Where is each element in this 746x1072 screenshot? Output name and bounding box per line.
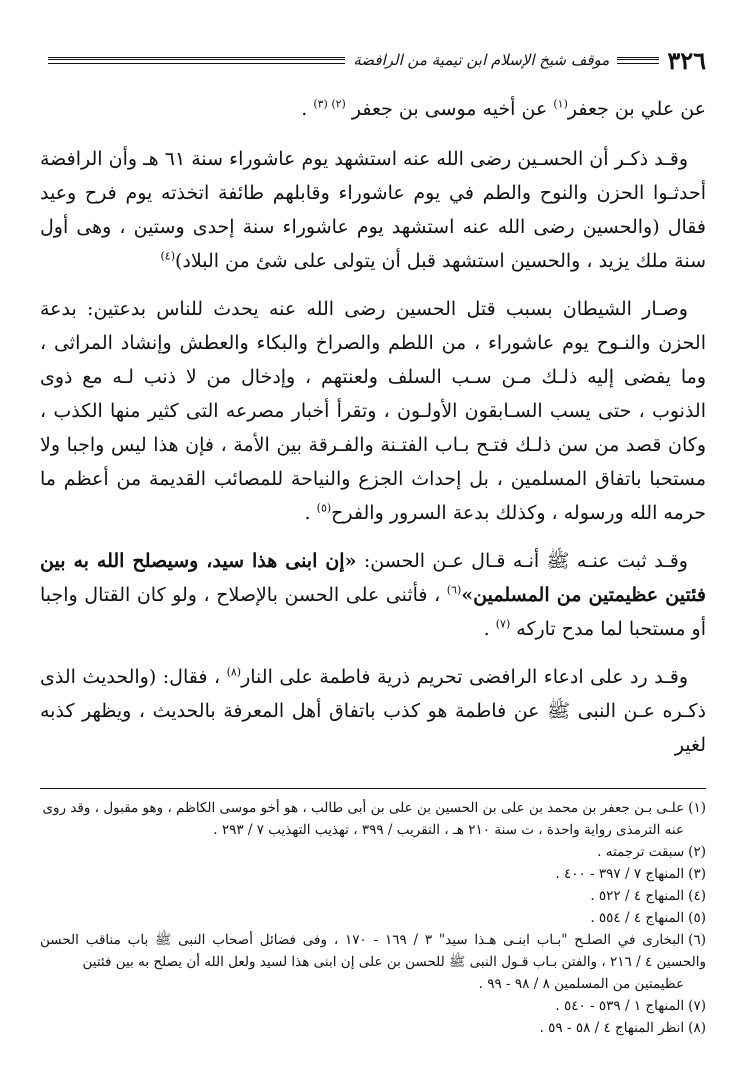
footnote: (٥)المنهاج ٤ / ٥٥٤ . bbox=[590, 910, 706, 926]
footnote-ref-7: (٧) bbox=[495, 617, 511, 631]
footnote: (٤)المنهاج ٤ / ٥٢٢ . bbox=[590, 888, 706, 904]
paragraph-3: وصـار الشيطان بسبب قتل الحسين رضى الله عنه يحدث للناس بدعتين: بدعة الحزن والنـوح يوم عاشوراء ، من اللطم والصراخ والبكاء والعطش وإنشاد المراثى ، وما يفضى إليه ذلـك مـن سـب السلف ولعنتهم ، وإدخال من لا ذنب لـه مع ذوى الذنوب ، حتى يسب السـابقون الأولـون ، وتقرأ أخبار مصرعه التى كثير منها الكذب ، وكان قصد من سن ذلـك فتـح بـاب الفتـنة والفـرقة بين الأمة ، فإن هذا ليس واجبا ولا مستحبا باتفاق المسلمين ، بل إحداث الجزع والنياحة للمصائب القديمة من أعظم ما حرمه الله ورسوله ، وكذلك بدعة السرور والفرح$^{(٥)}$ . bbox=[40, 298, 706, 524]
footnote-ref-8: (٨) bbox=[226, 665, 242, 679]
paragraph-1: عن علي بن جعفر$^{(١)}$ عن أخيه موسى بن جعفر $^{(٢) (٣)}$ . bbox=[301, 97, 706, 120]
footnote-divider bbox=[40, 788, 706, 789]
footnote: (٧)المنهاج ١ / ٥٣٩ - ٥٤٠ . bbox=[555, 998, 706, 1014]
running-header bbox=[40, 38, 706, 82]
page-number: ٣٢٦ bbox=[667, 45, 706, 75]
footnote: (٦)البخارى في الصلـح "بـاب ابنـى هـذا سيد" ٣ / ١٦٩ - ١٧٠ ، وفى فضائل أصحاب النبى ﷺ باب مناقب الحسن والحسين ٤ / ٢١٦ ، والفتن بـاب قـول النبى ﷺ للحسن بن على إن ابنى هذا لسيد ولعل الله أن يصلح به بين فئتين عظيمتين من المسلمين ٨ / ٩٨ - ٩٩ . bbox=[40, 932, 706, 992]
footnote-ref-4: (٤) bbox=[160, 249, 175, 263]
footnote: (٢)سبقت ترجمته . bbox=[597, 844, 706, 860]
footnotes bbox=[40, 797, 706, 1039]
footnote-ref-5: (٥) bbox=[316, 501, 332, 515]
paragraph-5: وقـد رد على ادعاء الرافضى تحريم ذرية فاطمة على النار$^{(٨)}$ ، فقال: (والحديث الذى ذكـره عـن النبى ﷺ عن فاطمة هو كذب باتفاق أهل المعرفة بالحديث ، ويظهر كذبه لغير bbox=[40, 665, 706, 756]
book-page bbox=[40, 38, 706, 1039]
footnote: (٣)المنهاج ٧ / ٣٩٧ - ٤٠٠ . bbox=[555, 866, 706, 882]
header-rule-short bbox=[617, 57, 659, 64]
hadith-quote: «إن ابنى هذا سيد، وسيصلح الله به بين فئتين عظيمتين من المسلمين» bbox=[40, 550, 706, 606]
main-text bbox=[40, 92, 706, 762]
paragraph-4: وقـد ثبت عنـه ﷺ أنـه قـال عـن الحسن: «إن ابنى هذا سيد، وسيصلح الله به بين فئتين عظيمتين من المسلمين»$^{(٦)}$ ، فأثنى على الحسن بالإصلاح ، ولو كان القتال واجبا أو مستحبا لما مدح تاركه $^{(٧)}$ . bbox=[40, 550, 706, 640]
footnote-ref-1: (١) bbox=[553, 97, 568, 111]
footnote: (٨)انظر المنهاج ٤ / ٥٨ - ٥٩ . bbox=[539, 1020, 706, 1036]
paragraph-2: وقـد ذكـر أن الحسـين رضى الله عنه استشهد يوم عاشوراء سنة ٦١ هـ وأن الرافضة أحدثـوا الحزن والنوح والطم في يوم عاشوراء وقابلهم طائفة اتخذته يوم فرح وعيد فقال (والحسين رضى الله عنه استشهد يوم عاشوراء سنة إحدى وستين ، وهى أول سنة ملك يزيد ، والحسين استشهد قبل أن يتولى على شئ من البلاد)$^{(٤)}$ bbox=[40, 148, 706, 272]
footnote: (١)علـى بـن جعفر بن محمد بن على بن الحسين بن على بن أبى طالب ، هو أخو موسى الكاظم ، وهو مقبول ، وقد روى عنه الترمذى رواية واحدة ، ت سنة ٢١٠ هـ ، التقريب / ٣٩٩ ، تهذيب التهذيب ٧ / ٢٩٣ . bbox=[42, 800, 706, 838]
running-title: موقف شيخ الإسلام ابن تيمية من الرافضة bbox=[353, 51, 610, 69]
footnote-ref-2-3: (٢) (٣) bbox=[313, 97, 346, 111]
footnote-ref-6: (٦) bbox=[446, 583, 462, 597]
header-rule-long bbox=[48, 57, 345, 64]
